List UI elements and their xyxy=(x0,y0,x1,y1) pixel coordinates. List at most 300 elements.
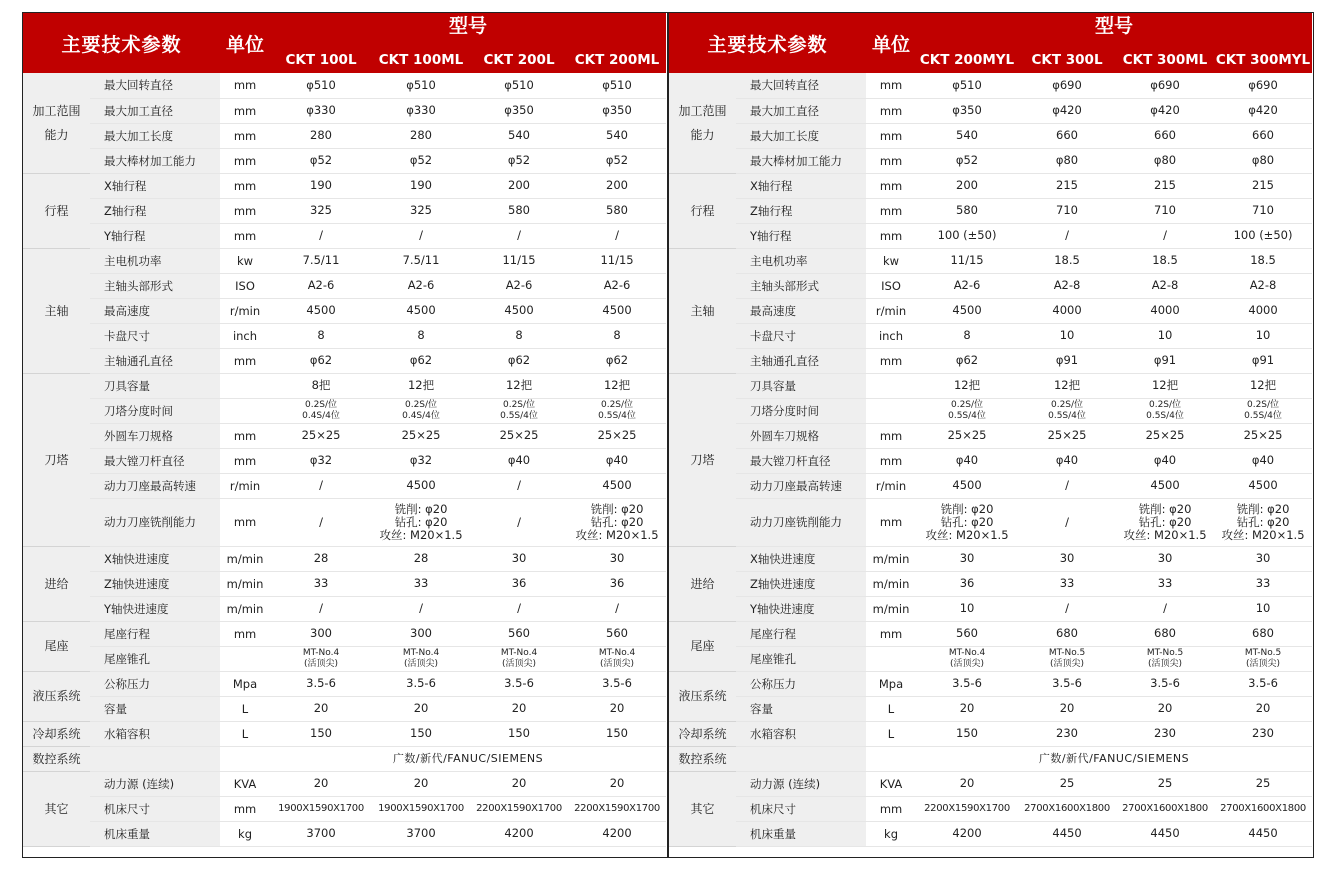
unit-cell: mm xyxy=(866,796,916,821)
value-cell: 20 xyxy=(270,771,372,796)
value-cell: 7.5/11 xyxy=(270,248,372,273)
value-cell: MT-No.5 (活顶尖) xyxy=(1018,646,1116,671)
value-cell: 12把 xyxy=(1116,373,1214,398)
value-cell: 560 xyxy=(568,621,666,646)
value-cell: 660 xyxy=(1018,123,1116,148)
value-cell: φ510 xyxy=(270,73,372,98)
value-cell: / xyxy=(270,596,372,621)
value-cell: 4000 xyxy=(1214,298,1312,323)
value-cell: 4500 xyxy=(568,298,666,323)
value-cell: 200 xyxy=(568,173,666,198)
category-cell: 液压系统 xyxy=(669,671,736,721)
unit-cell: mm xyxy=(220,123,270,148)
header-param: 主要技术参数 xyxy=(669,13,866,73)
table-row xyxy=(669,571,1312,596)
category-cell: 主轴 xyxy=(23,248,90,373)
unit-cell xyxy=(220,398,270,423)
parameter-name: 最大加工长度 xyxy=(90,123,220,148)
value-cell: 300 xyxy=(270,621,372,646)
unit-cell: mm xyxy=(866,98,916,123)
unit-cell: mm xyxy=(220,73,270,98)
value-cell: φ91 xyxy=(1116,348,1214,373)
value-cell: 20 xyxy=(270,696,372,721)
value-cell: 铣削: φ20 钻孔: φ20 攻丝: M20×1.5 xyxy=(372,498,470,546)
value-cell: 680 xyxy=(1018,621,1116,646)
unit-cell: L xyxy=(866,696,916,721)
value-cell: / xyxy=(270,498,372,546)
value-cell: 30 xyxy=(1214,546,1312,571)
value-cell: 710 xyxy=(1116,198,1214,223)
value-cell: 300 xyxy=(372,621,470,646)
value-cell: 11/15 xyxy=(568,248,666,273)
unit-cell: mm xyxy=(866,423,916,448)
value-cell: 铣削: φ20 钻孔: φ20 攻丝: M20×1.5 xyxy=(1214,498,1312,546)
unit-cell: mm xyxy=(866,498,916,546)
table-row xyxy=(23,821,666,846)
unit-cell: mm xyxy=(866,348,916,373)
parameter-name: 水箱容积 xyxy=(736,721,866,746)
value-cell: 25 xyxy=(1018,771,1116,796)
value-cell: A2-8 xyxy=(1018,273,1116,298)
parameter-name xyxy=(736,746,866,771)
value-cell: 4500 xyxy=(270,298,372,323)
unit-cell: r/min xyxy=(866,298,916,323)
value-cell: 560 xyxy=(470,621,568,646)
value-cell: 10 xyxy=(1116,323,1214,348)
value-cell: 8 xyxy=(568,323,666,348)
value-cell: φ62 xyxy=(270,348,372,373)
value-cell: φ91 xyxy=(1214,348,1312,373)
value-cell: φ40 xyxy=(568,448,666,473)
value-cell: 4450 xyxy=(1018,821,1116,846)
value-cell: / xyxy=(1018,223,1116,248)
parameter-name: X轴快进速度 xyxy=(736,546,866,571)
unit-cell: mm xyxy=(220,796,270,821)
unit-cell: r/min xyxy=(220,298,270,323)
parameter-name: 公称压力 xyxy=(90,671,220,696)
table-row xyxy=(669,796,1312,821)
value-cell: 3.5-6 xyxy=(1018,671,1116,696)
value-cell: MT-No.5 (活顶尖) xyxy=(1116,646,1214,671)
parameter-name: 刀具容量 xyxy=(736,373,866,398)
value-cell: 4500 xyxy=(372,473,470,498)
value-cell: 710 xyxy=(1018,198,1116,223)
value-cell: 25 xyxy=(1214,771,1312,796)
value-cell: 8把 xyxy=(270,373,372,398)
value-cell: 28 xyxy=(372,546,470,571)
parameter-name: 外圆车刀规格 xyxy=(90,423,220,448)
table-row xyxy=(669,223,1312,248)
table-row xyxy=(669,123,1312,148)
unit-cell: mm xyxy=(866,148,916,173)
value-cell: 215 xyxy=(1116,173,1214,198)
parameter-name: 动力源 (连续) xyxy=(90,771,220,796)
value-cell: φ52 xyxy=(568,148,666,173)
value-cell: 25×25 xyxy=(916,423,1018,448)
unit-cell: mm xyxy=(866,198,916,223)
category-cell: 行程 xyxy=(669,173,736,248)
table-row xyxy=(669,771,1312,796)
value-cell: 12把 xyxy=(568,373,666,398)
value-cell: 25×25 xyxy=(470,423,568,448)
parameter-name: 最大镗刀杆直径 xyxy=(736,448,866,473)
parameter-name: 机床尺寸 xyxy=(736,796,866,821)
value-cell: 3.5-6 xyxy=(470,671,568,696)
parameter-name: 动力刀座最高转速 xyxy=(90,473,220,498)
parameter-name: 卡盘尺寸 xyxy=(90,323,220,348)
category-cell: 刀塔 xyxy=(669,373,736,546)
unit-cell: L xyxy=(220,696,270,721)
table-row xyxy=(23,323,666,348)
value-cell: 2700X1600X1800 xyxy=(1018,796,1116,821)
parameter-name: 动力源 (连续) xyxy=(736,771,866,796)
spanning-value: 广数/新代/FANUC/SIEMENS xyxy=(916,746,1312,771)
parameter-name: 主电机功率 xyxy=(736,248,866,273)
table-row xyxy=(23,571,666,596)
value-cell: 680 xyxy=(1214,621,1312,646)
unit-cell: m/min xyxy=(220,571,270,596)
parameter-name: 动力刀座铣削能力 xyxy=(90,498,220,546)
value-cell: 4450 xyxy=(1116,821,1214,846)
value-cell: 8 xyxy=(270,323,372,348)
category-cell: 数控系统 xyxy=(669,746,736,771)
value-cell: 280 xyxy=(372,123,470,148)
unit-cell: kw xyxy=(220,248,270,273)
value-cell: φ690 xyxy=(1116,73,1214,98)
value-cell: 3700 xyxy=(372,821,470,846)
value-cell: φ52 xyxy=(372,148,470,173)
unit-cell xyxy=(220,646,270,671)
value-cell: 18.5 xyxy=(1018,248,1116,273)
value-cell: 580 xyxy=(470,198,568,223)
value-cell: 36 xyxy=(568,571,666,596)
table-row xyxy=(23,73,666,98)
parameter-name: Z轴快进速度 xyxy=(736,571,866,596)
value-cell: 4500 xyxy=(470,298,568,323)
parameter-name: 尾座行程 xyxy=(90,621,220,646)
parameter-name: 容量 xyxy=(90,696,220,721)
value-cell: MT-No.4 (活顶尖) xyxy=(270,646,372,671)
value-cell: φ510 xyxy=(916,73,1018,98)
table-row xyxy=(669,98,1312,123)
value-cell: 10 xyxy=(916,596,1018,621)
table-row xyxy=(23,646,666,671)
unit-cell: mm xyxy=(220,198,270,223)
table-row xyxy=(23,621,666,646)
value-cell: φ510 xyxy=(470,73,568,98)
value-cell: φ330 xyxy=(270,98,372,123)
table-row xyxy=(669,423,1312,448)
value-cell: 230 xyxy=(1214,721,1312,746)
parameter-name: 最大镗刀杆直径 xyxy=(90,448,220,473)
model-column-header: CKT 100L xyxy=(270,39,372,73)
value-cell: 8 xyxy=(916,323,1018,348)
value-cell: 150 xyxy=(270,721,372,746)
table-row xyxy=(23,373,666,398)
category-cell: 进给 xyxy=(669,546,736,621)
parameter-name: Y轴快进速度 xyxy=(90,596,220,621)
parameter-name: 主轴通孔直径 xyxy=(90,348,220,373)
parameter-name: 动力刀座最高转速 xyxy=(736,473,866,498)
value-cell: 3.5-6 xyxy=(916,671,1018,696)
value-cell: φ32 xyxy=(372,448,470,473)
unit-cell: m/min xyxy=(866,571,916,596)
value-cell: φ52 xyxy=(916,148,1018,173)
unit-cell: KVA xyxy=(220,771,270,796)
category-cell: 尾座 xyxy=(23,621,90,671)
unit-cell xyxy=(220,746,270,771)
unit-cell: mm xyxy=(866,123,916,148)
value-cell: / xyxy=(568,596,666,621)
value-cell: 3.5-6 xyxy=(568,671,666,696)
unit-cell: Mpa xyxy=(866,671,916,696)
value-cell: 30 xyxy=(1018,546,1116,571)
unit-cell: KVA xyxy=(866,771,916,796)
value-cell: 25×25 xyxy=(568,423,666,448)
unit-cell: ISO xyxy=(866,273,916,298)
value-cell: A2-8 xyxy=(1116,273,1214,298)
value-cell: / xyxy=(470,498,568,546)
parameter-name: 最大棒材加工能力 xyxy=(736,148,866,173)
value-cell: φ350 xyxy=(568,98,666,123)
category-cell: 尾座 xyxy=(669,621,736,671)
value-cell: / xyxy=(568,223,666,248)
value-cell: 20 xyxy=(1116,696,1214,721)
value-cell: 3700 xyxy=(270,821,372,846)
value-cell: 25 xyxy=(1116,771,1214,796)
value-cell: 25×25 xyxy=(270,423,372,448)
model-column-header: CKT 300L xyxy=(1018,39,1116,73)
value-cell: 4500 xyxy=(1214,473,1312,498)
value-cell: 33 xyxy=(372,571,470,596)
unit-cell: L xyxy=(866,721,916,746)
table-row xyxy=(23,473,666,498)
unit-cell: m/min xyxy=(220,596,270,621)
value-cell: A2-6 xyxy=(568,273,666,298)
category-cell: 主轴 xyxy=(669,248,736,373)
table-row xyxy=(23,546,666,571)
parameter-name: Y轴快进速度 xyxy=(736,596,866,621)
unit-cell: mm xyxy=(866,73,916,98)
parameter-name: 最大棒材加工能力 xyxy=(90,148,220,173)
value-cell: φ40 xyxy=(1214,448,1312,473)
value-cell: 150 xyxy=(916,721,1018,746)
value-cell: 20 xyxy=(372,696,470,721)
table-row xyxy=(669,746,1312,771)
value-cell: φ80 xyxy=(1116,148,1214,173)
parameter-name: 尾座行程 xyxy=(736,621,866,646)
value-cell: / xyxy=(470,596,568,621)
value-cell: 280 xyxy=(270,123,372,148)
model-column-header: CKT 100ML xyxy=(372,39,470,73)
value-cell: 20 xyxy=(470,771,568,796)
value-cell: 4500 xyxy=(1116,473,1214,498)
value-cell: / xyxy=(1018,596,1116,621)
parameter-name: 机床尺寸 xyxy=(90,796,220,821)
unit-cell: mm xyxy=(220,98,270,123)
table-row xyxy=(669,248,1312,273)
value-cell: 33 xyxy=(1116,571,1214,596)
unit-cell: mm xyxy=(220,173,270,198)
value-cell: 580 xyxy=(568,198,666,223)
value-cell: 铣削: φ20 钻孔: φ20 攻丝: M20×1.5 xyxy=(568,498,666,546)
table-row xyxy=(23,273,666,298)
unit-cell xyxy=(866,746,916,771)
value-cell: 0.2S/位 0.5S/4位 xyxy=(1018,398,1116,423)
unit-cell: r/min xyxy=(866,473,916,498)
parameter-name: 最大加工长度 xyxy=(736,123,866,148)
value-cell: 0.2S/位 0.4S/4位 xyxy=(270,398,372,423)
value-cell: 2200X1590X1700 xyxy=(568,796,666,821)
value-cell: 230 xyxy=(1116,721,1214,746)
value-cell: 150 xyxy=(568,721,666,746)
unit-cell: mm xyxy=(220,448,270,473)
table-row xyxy=(23,771,666,796)
value-cell: φ52 xyxy=(470,148,568,173)
table-row xyxy=(23,398,666,423)
value-cell: 150 xyxy=(470,721,568,746)
value-cell: 4500 xyxy=(916,473,1018,498)
unit-cell xyxy=(220,373,270,398)
value-cell: 200 xyxy=(916,173,1018,198)
value-cell: MT-No.4 (活顶尖) xyxy=(470,646,568,671)
value-cell: MT-No.5 (活顶尖) xyxy=(1214,646,1312,671)
value-cell: φ80 xyxy=(1214,148,1312,173)
value-cell: φ350 xyxy=(916,98,1018,123)
table-row xyxy=(669,646,1312,671)
unit-cell xyxy=(866,398,916,423)
category-cell: 加工范围 能力 xyxy=(23,73,90,173)
parameter-name: Y轴行程 xyxy=(736,223,866,248)
unit-cell: mm xyxy=(866,621,916,646)
value-cell: φ330 xyxy=(372,98,470,123)
header-param: 主要技术参数 xyxy=(23,13,220,73)
header-unit: 单位 xyxy=(866,13,916,73)
unit-cell: ISO xyxy=(220,273,270,298)
table-row xyxy=(669,373,1312,398)
value-cell: / xyxy=(372,223,470,248)
value-cell: 30 xyxy=(1116,546,1214,571)
value-cell: 18.5 xyxy=(1214,248,1312,273)
table-row xyxy=(669,498,1312,546)
parameter-name: 尾座锥孔 xyxy=(736,646,866,671)
value-cell: φ420 xyxy=(1018,98,1116,123)
spec-table-left xyxy=(22,12,668,858)
unit-cell xyxy=(866,646,916,671)
value-cell: 660 xyxy=(1116,123,1214,148)
value-cell: 30 xyxy=(916,546,1018,571)
value-cell: 33 xyxy=(270,571,372,596)
unit-cell xyxy=(866,373,916,398)
unit-cell: mm xyxy=(220,621,270,646)
value-cell: 230 xyxy=(1018,721,1116,746)
value-cell: 20 xyxy=(916,771,1018,796)
category-cell: 行程 xyxy=(23,173,90,248)
value-cell: φ32 xyxy=(270,448,372,473)
parameter-name: 刀塔分度时间 xyxy=(736,398,866,423)
value-cell: 2700X1600X1800 xyxy=(1214,796,1312,821)
parameter-name: Z轴行程 xyxy=(90,198,220,223)
unit-cell: L xyxy=(220,721,270,746)
value-cell: 10 xyxy=(1214,596,1312,621)
unit-cell: kw xyxy=(866,248,916,273)
value-cell: φ350 xyxy=(470,98,568,123)
value-cell: 12把 xyxy=(372,373,470,398)
value-cell: 8 xyxy=(470,323,568,348)
value-cell: 0.2S/位 0.5S/4位 xyxy=(470,398,568,423)
category-cell: 冷却系统 xyxy=(23,721,90,746)
table-row xyxy=(23,123,666,148)
table-row xyxy=(23,721,666,746)
value-cell: A2-6 xyxy=(916,273,1018,298)
value-cell: 25×25 xyxy=(372,423,470,448)
table-row xyxy=(669,671,1312,696)
value-cell: 2200X1590X1700 xyxy=(470,796,568,821)
table-row xyxy=(669,273,1312,298)
value-cell: 325 xyxy=(270,198,372,223)
value-cell: 0.2S/位 0.5S/4位 xyxy=(1116,398,1214,423)
value-cell: 4200 xyxy=(916,821,1018,846)
value-cell: 11/15 xyxy=(470,248,568,273)
unit-cell: kg xyxy=(866,821,916,846)
table-row xyxy=(669,148,1312,173)
category-cell: 其它 xyxy=(669,771,736,846)
unit-cell: r/min xyxy=(220,473,270,498)
value-cell: 11/15 xyxy=(916,248,1018,273)
table-row xyxy=(23,348,666,373)
parameter-name: Z轴行程 xyxy=(736,198,866,223)
value-cell: 1900X1590X1700 xyxy=(372,796,470,821)
value-cell: 540 xyxy=(470,123,568,148)
table-row xyxy=(23,448,666,473)
model-column-header: CKT 300ML xyxy=(1116,39,1214,73)
table-row xyxy=(669,546,1312,571)
table-row xyxy=(669,73,1312,98)
value-cell: φ62 xyxy=(568,348,666,373)
table-row xyxy=(23,423,666,448)
value-cell: 10 xyxy=(1018,323,1116,348)
value-cell: φ420 xyxy=(1116,98,1214,123)
parameter-name: 主轴头部形式 xyxy=(90,273,220,298)
unit-cell: Mpa xyxy=(220,671,270,696)
unit-cell: mm xyxy=(866,223,916,248)
value-cell: 580 xyxy=(916,198,1018,223)
value-cell: 20 xyxy=(470,696,568,721)
value-cell: 12把 xyxy=(470,373,568,398)
table-row xyxy=(23,746,666,771)
table-row xyxy=(23,498,666,546)
parameter-name: 机床重量 xyxy=(736,821,866,846)
parameter-name: 最大加工直径 xyxy=(736,98,866,123)
value-cell: φ40 xyxy=(916,448,1018,473)
unit-cell: m/min xyxy=(866,546,916,571)
parameter-name: 最高速度 xyxy=(90,298,220,323)
table-row xyxy=(669,348,1312,373)
header-unit: 单位 xyxy=(220,13,270,73)
unit-cell: m/min xyxy=(866,596,916,621)
table-row xyxy=(669,173,1312,198)
parameter-name: 最高速度 xyxy=(736,298,866,323)
value-cell: 200 xyxy=(470,173,568,198)
value-cell: φ62 xyxy=(916,348,1018,373)
value-cell: 4450 xyxy=(1214,821,1312,846)
value-cell: 325 xyxy=(372,198,470,223)
table-row xyxy=(669,448,1312,473)
table-row xyxy=(23,198,666,223)
parameter-name: 主电机功率 xyxy=(90,248,220,273)
value-cell: 215 xyxy=(1214,173,1312,198)
unit-cell: mm xyxy=(220,348,270,373)
